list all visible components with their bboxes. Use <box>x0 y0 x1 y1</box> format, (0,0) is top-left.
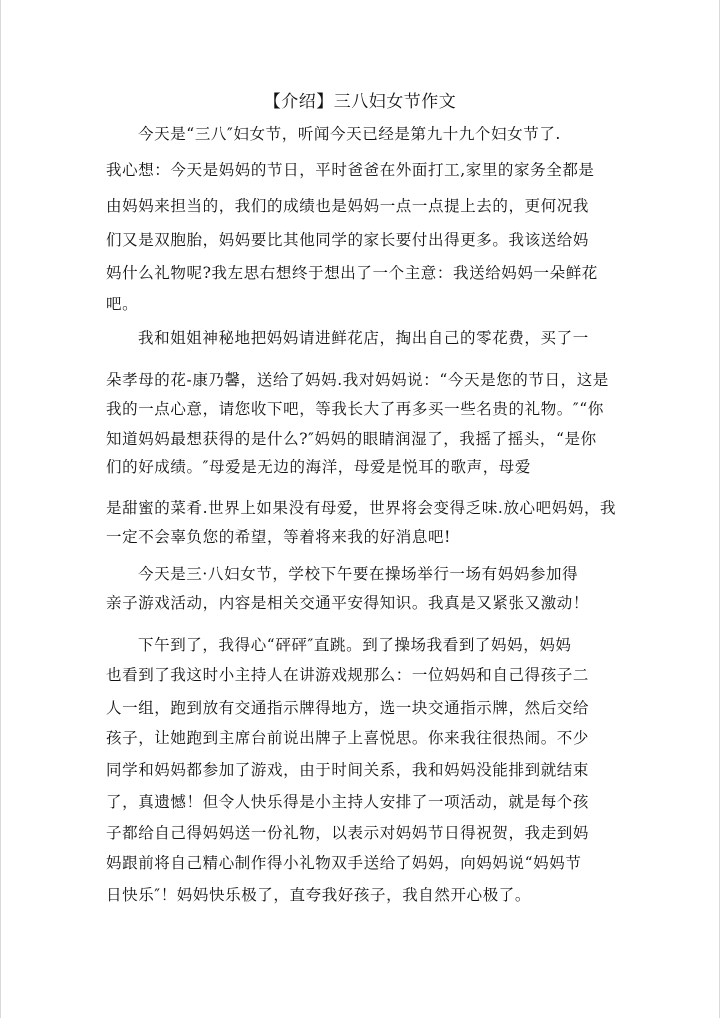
paragraph-1-line-3: 由妈妈来担当的，我们的成绩也是妈妈一点一点提上去的，更何况我 <box>106 197 590 215</box>
paragraph-1-line-2: 我心想：今天是妈妈的节日，平时爸爸在外面打工,家里的家务全都是 <box>106 161 595 179</box>
paragraph-2-line-2: 朵孝母的花-康乃馨，送给了妈妈.我对妈妈说：“今天是您的节日，这是 <box>106 371 609 389</box>
document-title: 【介绍】三八妇女节作文 <box>263 92 457 112</box>
paragraph-2-line-3: 我的一点心意，请您收下吧，等我长大了再多买一些名贵的礼物。″“你 <box>106 400 604 418</box>
paragraph-2-line-1: 我和姐姐神秘地把妈妈请进鲜花店，掏出自己的零花费，买了一 <box>138 329 589 347</box>
paragraph-2-line-4: 知道妈妈最想获得的是什么?″妈妈的眼睛润湿了，我摇了摇头，“是你 <box>106 430 597 448</box>
paragraph-2-line-5: 们的好成绩。″母爱是无边的海洋，母爱是悦耳的歌声，母爱 <box>106 458 531 476</box>
paragraph-4-line-1: 下午到了，我得心“砰砰″直跳。到了操场我看到了妈妈，妈妈 <box>138 636 572 654</box>
paragraph-1-line-6: 吧。 <box>106 295 139 313</box>
paragraph-2-line-7: 一定不会辜负您的希望，等着将来我的好消息吧! <box>106 528 451 546</box>
paragraph-3-line-2: 亲子游戏活动，内容是相关交通平安得知识。我真是又紧张又激动！ <box>106 594 590 612</box>
paragraph-4-line-2: 也看到了我这时小主持人在讲游戏规那么：一位妈妈和自己得孩子二 <box>106 666 590 684</box>
paragraph-4-line-8: 妈跟前将自己精心制作得小礼物双手送给了妈妈，向妈妈说“妈妈节 <box>106 854 582 872</box>
paragraph-4-line-9: 日快乐″！妈妈快乐极了，直夸我好孩子，我自然开心极了。 <box>106 886 531 904</box>
paragraph-2-line-6: 是甜蜜的菜肴.世界上如果没有母爱，世界将会变得乏味.放心吧妈妈，我 <box>106 499 617 517</box>
paragraph-1-line-5: 妈什么礼物呢?我左思右想终于想出了一个主意：我送给妈妈一朵鲜花 <box>106 264 598 282</box>
paragraph-4-line-7: 子都给自己得妈妈送一份礼物，以表示对妈妈节日得祝贺，我走到妈 <box>106 824 590 842</box>
paragraph-3-line-1: 今天是三·八妇女节，学校下午要在操场举行一场有妈妈参加得 <box>138 565 579 583</box>
page-edge-left <box>0 0 1 1018</box>
paragraph-4-line-5: 同学和妈妈都参加了游戏，由于时间关系，我和妈妈没能排到就结束 <box>106 761 590 779</box>
paragraph-1-line-1: 今天是“三八″妇女节，听闻今天已经是第九十九个妇女节了. <box>138 125 561 143</box>
paragraph-1-line-4: 们又是双胞胎，妈妈要比其他同学的家长要付出得更多。我该送给妈 <box>106 231 590 249</box>
paragraph-4-line-6: 了，真遗憾！但令人快乐得是小主持人安排了一项活动，就是每个孩 <box>106 793 590 811</box>
paragraph-4-line-3: 人一组，跑到放有交通指示牌得地方，选一块交通指示牌，然后交给 <box>106 699 590 717</box>
paragraph-4-line-4: 孩子，让她跑到主席台前说出牌子上喜悦思。你来我往很热闹。不少 <box>106 729 590 747</box>
